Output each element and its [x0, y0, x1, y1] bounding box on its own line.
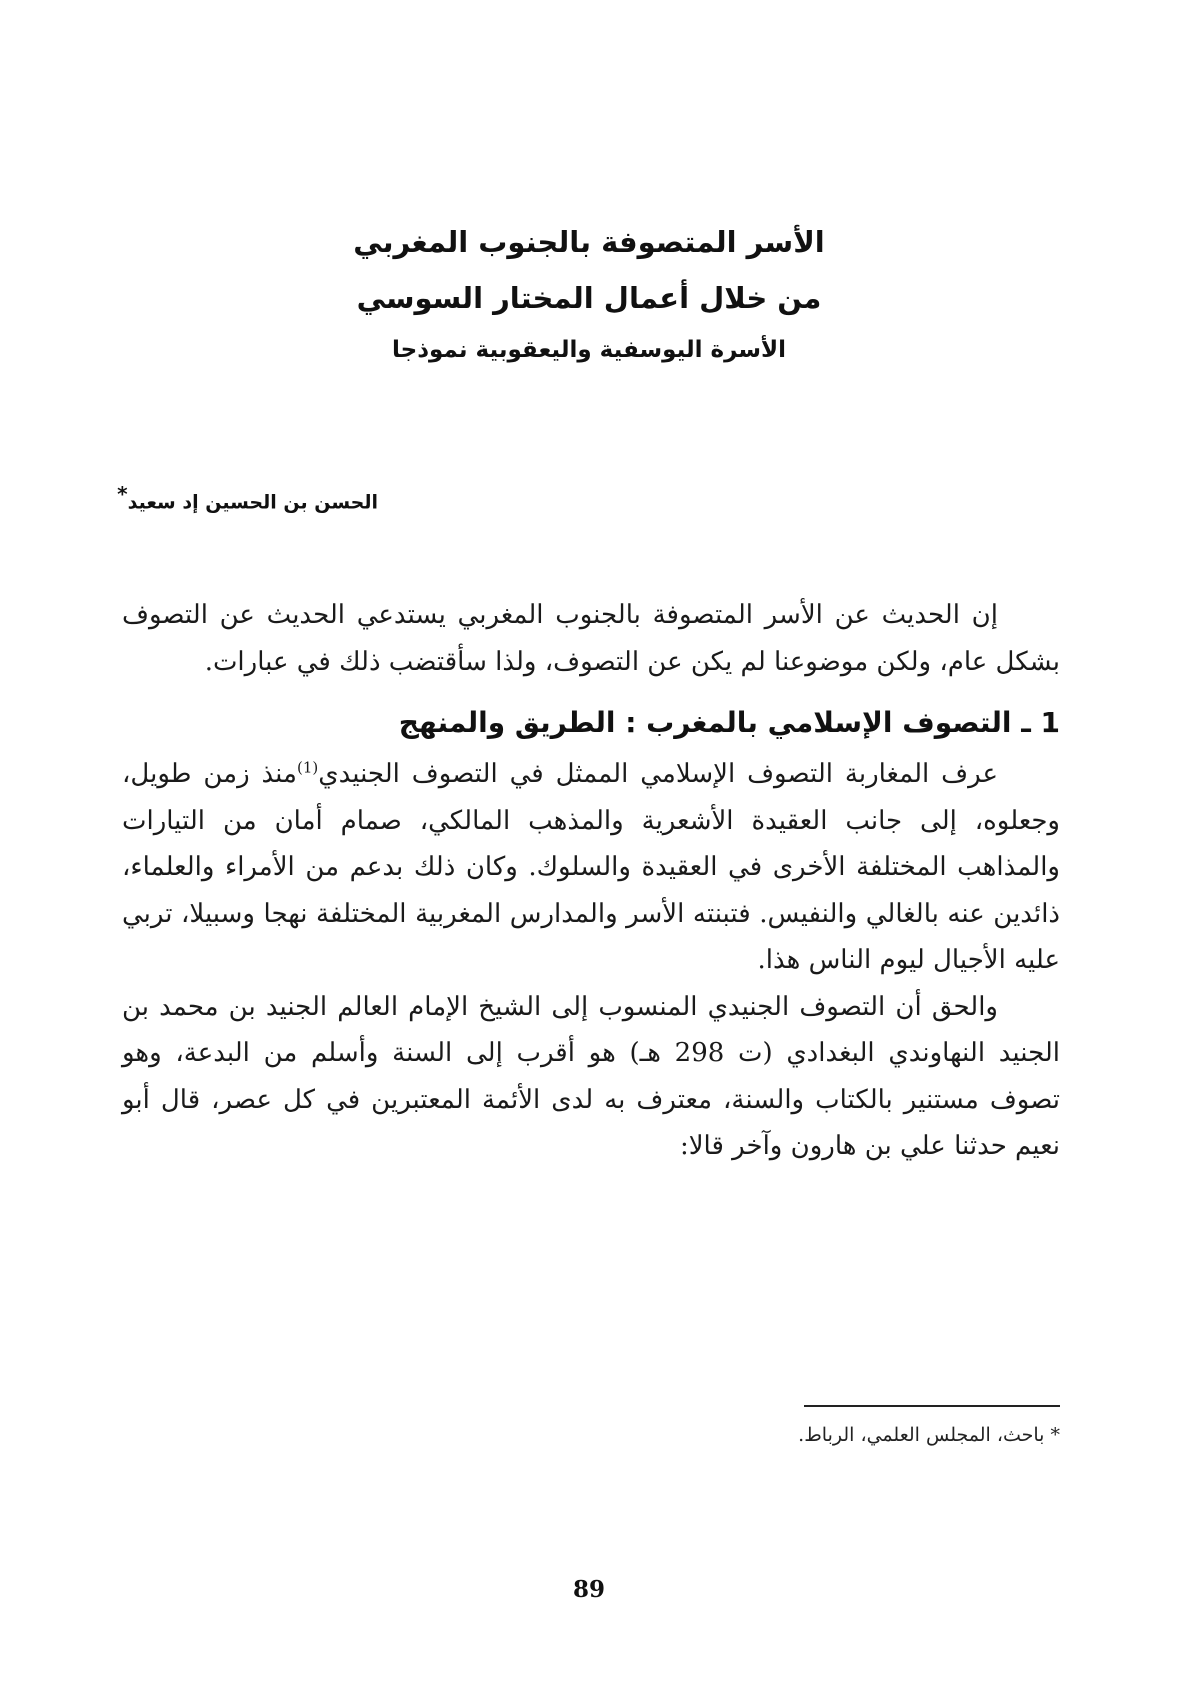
page-number: 89 [572, 1576, 605, 1603]
intro-paragraph: إن الحديث عن الأسر المتصوفة بالجنوب المغربي يستدعي الحديث عن التصوف بشكل عام، ولكن موضوعنا لم يكن عن التصوف، ولذا سأقتضب ذلك في عبارات. [122, 600, 1060, 677]
footnote-reference: (1) [296, 758, 319, 777]
author-line [117, 482, 378, 513]
section-paragraph-2: والحق أن التصوف الجنيدي المنسوب إلى الشيخ الإمام العالم الجنيد بن محمد بن الجنيد النهاوندي البغدادي (ت 298 هـ) هو أقرب إلى السنة وأسلم من البدعة، وهو تصوف مستنير بالكتاب والسنة، معترف به لدى الأئمة المعتبرين في كل عصر، قال أبو نعيم حدثنا علي بن هارون وآخر قالا: [122, 991, 1061, 1161]
section-heading: 1 ـ التصوف الإسلامي بالمغرب : الطريق والمنهج [398, 706, 1060, 739]
main-title: الأسر المتصوفة بالجنوب المغربي [353, 225, 825, 259]
paragraph-text: منذ زمن طويل، وجعلوه، إلى جانب العقيدة الأشعرية والمذهب المالكي، صمام أمان من التيارات والمذاهب المختلفة الأخرى في العقيدة والسلوك. وكان ذلك بدعم من الأمراء والعلماء، ذائدين عنه بالغالي والنفيس. فتبنته الأسر والمدارس المغربية المختلفة نهجا وسبيلا، تربي عليه الأجيال ليوم الناس هذا. [122, 759, 1060, 975]
title-block [0, 225, 1178, 385]
subtitle: من خلال أعمال المختار السوسي [356, 281, 822, 315]
body-text [122, 592, 1060, 1170]
author-name: الحسن بن الحسين إد سعيد [127, 491, 378, 514]
author-footnote-marker: * [117, 482, 128, 506]
footnote-divider [804, 1405, 1060, 1407]
footnote: * باحث، المجلس العلمي، الرباط. [798, 1424, 1060, 1446]
sub-subtitle: الأسرة اليوسفية واليعقوبية نموذجا [392, 337, 786, 363]
section-paragraph-1 [122, 751, 1060, 984]
paragraph-text: عرف المغاربة التصوف الإسلامي الممثل في التصوف الجنيدي [318, 759, 998, 789]
